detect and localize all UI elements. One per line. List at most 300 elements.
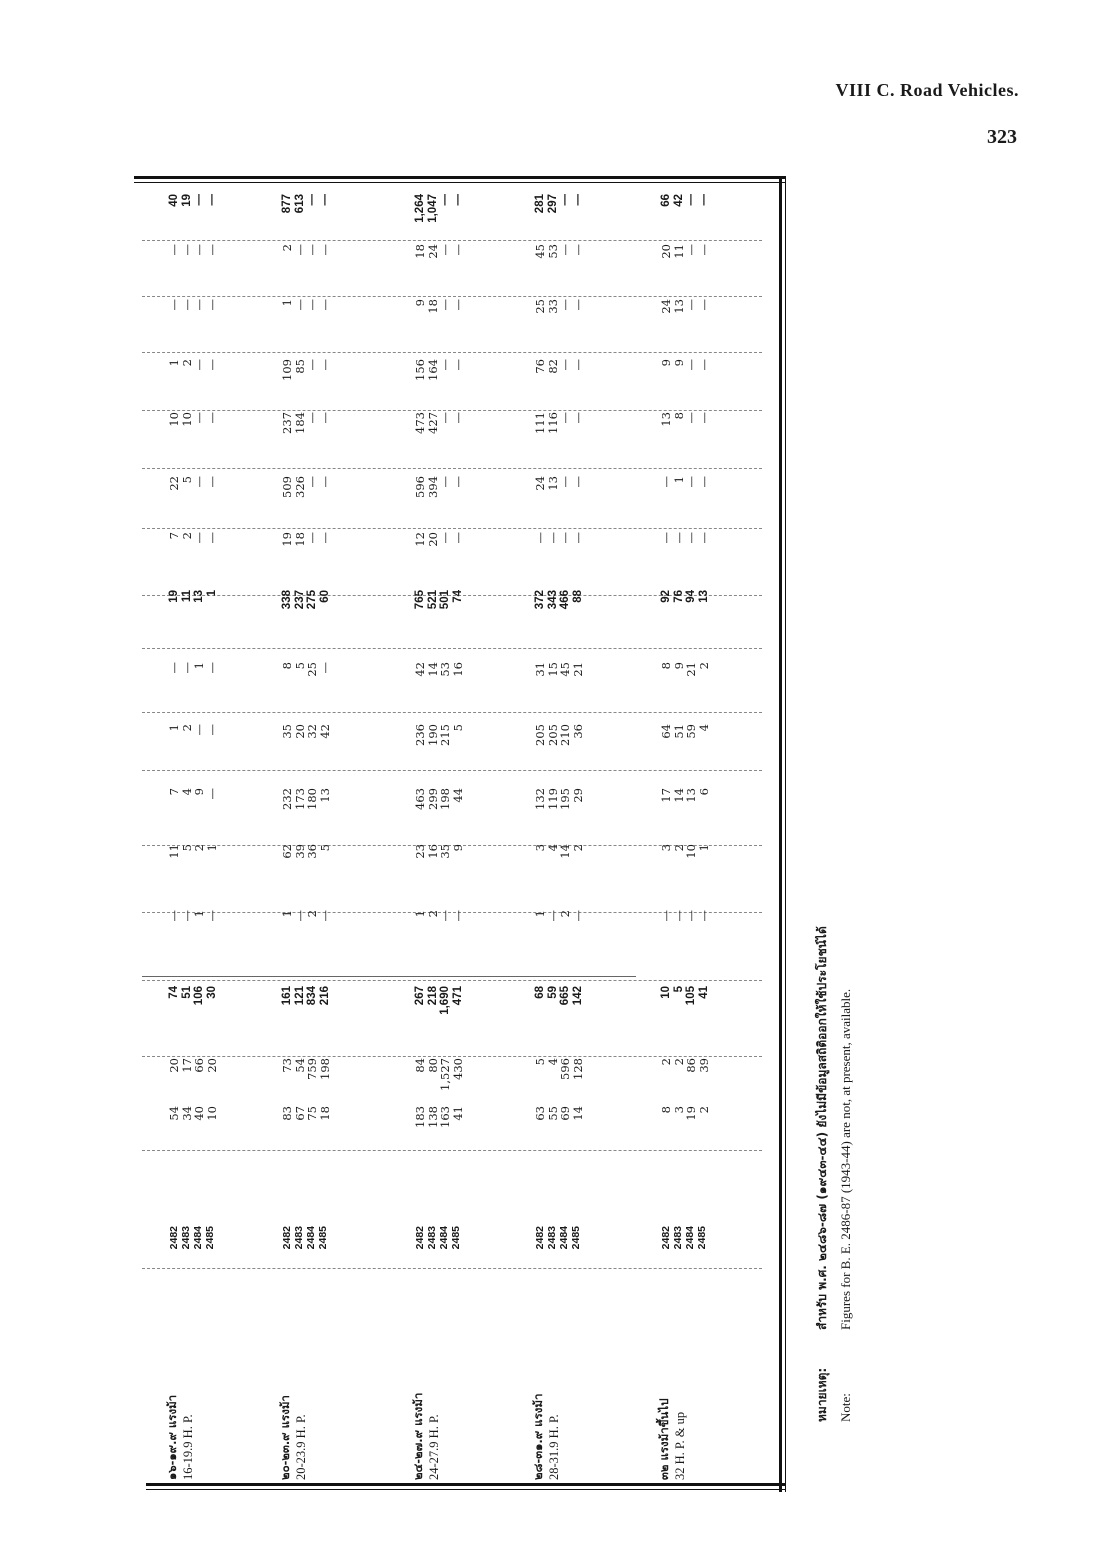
- cell-value: —: [684, 244, 698, 256]
- cell-value: 5: [179, 476, 194, 484]
- row-label-thai: ๓๒ แรงม้าขึ้นไป: [657, 1398, 671, 1480]
- cell-value: 6: [696, 788, 711, 796]
- cell-value: 15: [545, 662, 560, 677]
- cell-value: 13: [545, 476, 560, 491]
- cell-value: 116: [545, 412, 560, 434]
- cell-value: 184: [292, 412, 307, 434]
- table-cell: [534, 844, 584, 880]
- cell-value: 10: [204, 1106, 219, 1121]
- table-cell: [281, 194, 331, 230]
- year-value: 2484: [558, 1226, 570, 1250]
- cell-value: 17: [179, 1058, 194, 1073]
- cell-value: 3: [671, 1106, 686, 1114]
- page-number: 323: [987, 126, 1017, 148]
- cell-value: —: [317, 910, 332, 922]
- cell-value: 13: [193, 590, 205, 603]
- table-cell: [534, 476, 584, 512]
- cell-value: —: [545, 532, 560, 544]
- cell-value: 19: [684, 1106, 698, 1121]
- cell-value: 501: [439, 590, 451, 610]
- cell-value: 164: [425, 359, 440, 381]
- cell-value: 14: [558, 844, 572, 859]
- table-cell: [168, 910, 218, 946]
- cell-value: —: [192, 244, 206, 256]
- cell-value: 299: [425, 788, 440, 810]
- cell-value: 343: [546, 590, 559, 610]
- cell-value: 17: [659, 788, 673, 803]
- cell-value: 88: [571, 590, 584, 603]
- cell-value: —: [684, 910, 698, 922]
- cell-value: 2: [671, 844, 686, 852]
- table-cell: [660, 788, 710, 824]
- cell-value: 20: [167, 1058, 181, 1073]
- cell-value: —: [317, 244, 332, 256]
- cell-value: —: [659, 910, 673, 922]
- cell-value: 30: [205, 986, 218, 999]
- cell-value: 216: [318, 986, 331, 1006]
- table-cell: [414, 910, 464, 946]
- table-cell: [660, 910, 710, 946]
- table-cell: [660, 194, 710, 230]
- cell-value: 759: [305, 1058, 319, 1080]
- cell-value: 138: [425, 1106, 440, 1128]
- cell-value: —: [671, 910, 686, 922]
- cell-value: 69: [558, 1106, 572, 1121]
- table-cell: [281, 590, 331, 626]
- cell-value: 42: [672, 194, 685, 207]
- column-separator: [142, 468, 762, 469]
- table-cell: [414, 844, 464, 880]
- cell-value: 596: [413, 476, 427, 498]
- cell-value: 13: [671, 299, 686, 314]
- cell-value: 40: [168, 194, 180, 207]
- cell-value: 1: [533, 910, 547, 918]
- cell-value: —: [558, 476, 572, 488]
- cell-value: 1: [204, 844, 219, 852]
- cell-value: 2: [696, 1106, 711, 1114]
- year-value: 2484: [192, 1226, 204, 1250]
- cell-value: 2: [305, 910, 319, 918]
- cell-value: 10: [684, 844, 698, 859]
- year-value: 2485: [450, 1226, 462, 1250]
- cell-value: 281: [534, 194, 546, 214]
- cell-value: 92: [660, 590, 672, 603]
- cell-value: 2: [179, 724, 194, 732]
- year-value: 2485: [204, 1226, 216, 1250]
- cell-value: 128: [570, 1058, 585, 1080]
- cell-value: —: [545, 910, 560, 922]
- row-label: [410, 1393, 442, 1480]
- row-label-thai: ๒๐-๒๓.๙ แรงม้า: [278, 1395, 292, 1480]
- table-cell: [660, 1058, 710, 1094]
- cell-value: —: [317, 299, 332, 311]
- table-bottom-rule-thin: [146, 1489, 786, 1490]
- cell-value: 297: [546, 194, 559, 214]
- year-value: 2482: [414, 1226, 426, 1250]
- cell-value: 53: [545, 244, 560, 259]
- row-label: [164, 1395, 196, 1480]
- cell-value: 21: [570, 662, 585, 677]
- cell-value: 1: [696, 844, 711, 852]
- table-cell: [281, 412, 331, 448]
- cell-value: —: [318, 194, 331, 206]
- cell-value: —: [438, 244, 452, 256]
- cell-value: 55: [545, 1106, 560, 1121]
- cell-value: 1: [205, 590, 218, 597]
- cell-value: —: [192, 476, 206, 488]
- cell-value: —: [305, 299, 319, 311]
- table-cell: [660, 476, 710, 512]
- cell-value: 83: [280, 1106, 294, 1121]
- cell-value: 32: [305, 724, 319, 739]
- year-value: 2483: [426, 1226, 438, 1250]
- cell-value: —: [204, 299, 219, 311]
- cell-value: 111: [533, 412, 547, 434]
- cell-value: 76: [672, 590, 685, 603]
- row-label: [530, 1394, 562, 1480]
- cell-value: 2: [696, 662, 711, 670]
- cell-value: —: [317, 412, 332, 424]
- table-cell: [660, 986, 710, 1022]
- cell-value: 68: [534, 986, 546, 999]
- section-header: VIII C. Road Vehicles.: [835, 80, 1019, 100]
- row-label-english: 24-27.9 H. P.: [427, 1414, 441, 1480]
- cell-value: 1,690: [439, 986, 451, 1015]
- table-cell: [281, 844, 331, 880]
- table-cell: [414, 662, 464, 698]
- cell-value: 66: [660, 194, 672, 207]
- table-cell: [168, 1106, 218, 1142]
- cell-value: 16: [450, 662, 465, 677]
- cell-value: 16: [425, 844, 440, 859]
- row-label-thai: ๒๔-๒๗.๙ แรงม้า: [411, 1392, 425, 1480]
- cell-value: 20: [425, 532, 440, 547]
- cell-value: 35: [438, 844, 452, 859]
- year-value: 2485: [696, 1226, 708, 1250]
- cell-value: —: [684, 476, 698, 488]
- cell-value: 8: [671, 412, 686, 420]
- cell-value: 10: [167, 412, 181, 427]
- cell-value: 215: [438, 724, 452, 746]
- row-label-thai: ๑๖-๑๙.๙ แรงม้า: [165, 1394, 179, 1480]
- cell-value: 18: [292, 532, 307, 547]
- cell-value: 5: [179, 844, 194, 852]
- cell-value: —: [696, 476, 711, 488]
- cell-value: 195: [558, 788, 572, 810]
- cell-value: 2: [192, 844, 206, 852]
- cell-value: 25: [533, 299, 547, 314]
- column-separator: [142, 770, 762, 771]
- cell-value: —: [696, 910, 711, 922]
- table-top-rule-thin: [134, 182, 786, 183]
- cell-value: 473: [413, 412, 427, 434]
- year-value: 2483: [180, 1226, 192, 1250]
- cell-value: 35: [280, 724, 294, 739]
- cell-value: —: [696, 359, 711, 371]
- table-right-rule: [779, 176, 782, 1492]
- column-separator: [142, 410, 762, 411]
- cell-value: 7: [167, 788, 181, 796]
- cell-value: 338: [281, 590, 293, 610]
- cell-value: 45: [558, 662, 572, 677]
- cell-value: 161: [281, 986, 293, 1006]
- cell-value: 14: [671, 788, 686, 803]
- cell-value: —: [205, 194, 218, 206]
- cell-value: 73: [280, 1058, 294, 1073]
- cell-value: 119: [545, 788, 560, 810]
- cell-value: —: [558, 532, 572, 544]
- cell-value: 21: [684, 662, 698, 677]
- cell-value: 1,047: [426, 194, 439, 223]
- cell-value: —: [317, 662, 332, 674]
- table-cell: [414, 724, 464, 760]
- note-key-thai: หมายเหตุ:: [815, 1367, 829, 1422]
- cell-value: 4: [696, 724, 711, 732]
- cell-value: 5: [450, 724, 465, 732]
- cell-value: —: [570, 359, 585, 371]
- cell-value: 42: [317, 724, 332, 739]
- cell-value: —: [204, 476, 219, 488]
- cell-value: 232: [280, 788, 294, 810]
- year-value: 2483: [293, 1226, 305, 1250]
- cell-value: 9: [413, 299, 427, 307]
- cell-value: —: [167, 910, 181, 922]
- cell-value: 4: [545, 844, 560, 852]
- cell-value: —: [450, 359, 465, 371]
- cell-value: 40: [192, 1106, 206, 1121]
- cell-value: 36: [570, 724, 585, 739]
- cell-value: —: [204, 910, 219, 922]
- table-cell: [168, 532, 218, 568]
- cell-value: —: [570, 910, 585, 922]
- cell-value: 1,264: [414, 194, 426, 223]
- cell-value: —: [204, 532, 219, 544]
- cell-value: —: [659, 476, 673, 488]
- cell-value: —: [558, 412, 572, 424]
- cell-value: 42: [413, 662, 427, 677]
- cell-value: —: [450, 244, 465, 256]
- cell-value: 54: [292, 1058, 307, 1073]
- cell-value: 45: [533, 244, 547, 259]
- year-cell: [281, 1226, 329, 1262]
- cell-value: 2: [659, 1058, 673, 1066]
- cell-value: 8: [280, 662, 294, 670]
- table-cell: [281, 476, 331, 512]
- cell-value: 9: [450, 844, 465, 852]
- cell-value: —: [204, 244, 219, 256]
- year-value: 2482: [534, 1226, 546, 1250]
- cell-value: —: [305, 412, 319, 424]
- cell-value: 13: [684, 788, 698, 803]
- cell-value: —: [317, 532, 332, 544]
- cell-value: 41: [697, 986, 710, 999]
- cell-value: 18: [425, 299, 440, 314]
- cell-value: —: [684, 299, 698, 311]
- table-cell: [660, 299, 710, 335]
- cell-value: 427: [425, 412, 440, 434]
- year-cell: [168, 1226, 216, 1262]
- year-cell: [414, 1226, 462, 1262]
- cell-value: 1: [413, 910, 427, 918]
- cell-value: —: [438, 532, 452, 544]
- table-cell: [414, 1058, 464, 1094]
- cell-value: —: [192, 299, 206, 311]
- year-value: 2483: [672, 1226, 684, 1250]
- cell-value: 5: [672, 986, 685, 993]
- table-cell: [414, 359, 464, 395]
- cell-value: 463: [413, 788, 427, 810]
- cell-value: —: [317, 476, 332, 488]
- cell-value: —: [696, 532, 711, 544]
- cell-value: 1: [280, 299, 294, 307]
- cell-value: —: [571, 194, 584, 206]
- cell-value: —: [292, 910, 307, 922]
- table-right-rule-thin: [785, 176, 786, 1492]
- cell-value: —: [192, 412, 206, 424]
- table-cell: [414, 412, 464, 448]
- row-label: [656, 1399, 688, 1481]
- cell-value: 394: [425, 476, 440, 498]
- cell-value: 33: [545, 299, 560, 314]
- table-cell: [281, 788, 331, 824]
- note-text-english: Figures for B. E. 2486-87 (1943-44) are not, at present, available.: [838, 988, 853, 1330]
- table-cell: [281, 724, 331, 760]
- cell-value: 180: [305, 788, 319, 810]
- cell-value: 80: [425, 1058, 440, 1073]
- cell-value: 198: [317, 1058, 332, 1080]
- footnote: [812, 926, 856, 1422]
- cell-value: —: [570, 412, 585, 424]
- cell-value: 14: [425, 662, 440, 677]
- cell-value: 13: [659, 412, 673, 427]
- cell-value: —: [451, 194, 464, 206]
- cell-value: 190: [425, 724, 440, 746]
- cell-value: 84: [413, 1058, 427, 1073]
- cell-value: 5: [317, 844, 332, 852]
- cell-value: —: [292, 244, 307, 256]
- cell-value: 275: [306, 590, 318, 610]
- cell-value: 23: [413, 844, 427, 859]
- cell-value: 198: [438, 788, 452, 810]
- cell-value: 218: [426, 986, 439, 1006]
- cell-value: —: [438, 412, 452, 424]
- cell-value: 596: [558, 1058, 572, 1080]
- table-cell: [534, 788, 584, 824]
- cell-value: 34: [179, 1106, 194, 1121]
- column-separator: [142, 1056, 762, 1057]
- cell-value: —: [450, 412, 465, 424]
- year-value: 2485: [570, 1226, 582, 1250]
- cell-value: 8: [659, 1106, 673, 1114]
- cell-value: 54: [167, 1106, 181, 1121]
- cell-value: —: [450, 476, 465, 488]
- cell-value: 1: [192, 910, 206, 918]
- cell-value: 85: [292, 359, 307, 374]
- table-cell: [168, 662, 218, 698]
- cell-value: 236: [413, 724, 427, 746]
- cell-value: 53: [438, 662, 452, 677]
- cell-value: —: [696, 244, 711, 256]
- cell-value: 11: [671, 244, 686, 259]
- cell-value: —: [696, 299, 711, 311]
- cell-value: 121: [293, 986, 306, 1006]
- table-cell: [281, 662, 331, 698]
- cell-value: 20: [659, 244, 673, 259]
- cell-value: 59: [684, 724, 698, 739]
- cell-value: 3: [533, 844, 547, 852]
- table-cell: [414, 986, 464, 1022]
- cell-value: —: [204, 359, 219, 371]
- cell-value: —: [167, 244, 181, 256]
- table-cell: [660, 532, 710, 568]
- cell-value: 173: [292, 788, 307, 810]
- cell-value: 14: [570, 1106, 585, 1121]
- table-cell: [168, 359, 218, 395]
- cell-value: 163: [438, 1106, 452, 1128]
- cell-value: 18: [317, 1106, 332, 1121]
- table-cell: [281, 359, 331, 395]
- cell-value: 2: [671, 1058, 686, 1066]
- table-cell: [168, 194, 218, 230]
- cell-value: 834: [306, 986, 318, 1006]
- table-cell: [168, 244, 218, 280]
- table-cell: [414, 244, 464, 280]
- cell-value: —: [192, 724, 206, 736]
- column-separator: [142, 296, 762, 297]
- cell-value: 466: [559, 590, 571, 610]
- table-cell: [168, 986, 218, 1022]
- cell-value: —: [317, 359, 332, 371]
- row-label-english: 16-19.9 H. P.: [181, 1414, 195, 1480]
- cell-value: 94: [685, 590, 697, 603]
- table-cell: [660, 844, 710, 880]
- table-cell: [414, 1106, 464, 1142]
- cell-value: —: [438, 910, 452, 922]
- note-key-english: Note:: [838, 1393, 853, 1422]
- cell-value: —: [659, 532, 673, 544]
- column-separator: [142, 712, 762, 713]
- cell-value: 5: [533, 1058, 547, 1066]
- cell-value: 9: [671, 662, 686, 670]
- cell-value: 20: [292, 724, 307, 739]
- table-cell: [534, 724, 584, 760]
- table-cell: [414, 532, 464, 568]
- cell-value: —: [570, 476, 585, 488]
- table-cell: [534, 412, 584, 448]
- cell-value: —: [204, 662, 219, 674]
- cell-value: —: [559, 194, 571, 206]
- cell-value: 326: [292, 476, 307, 498]
- cell-value: —: [438, 476, 452, 488]
- row-label: [277, 1395, 309, 1480]
- cell-value: 82: [545, 359, 560, 374]
- row-label-english: 28-31.9 H. P.: [547, 1414, 561, 1480]
- year-cell: [660, 1226, 708, 1262]
- cell-value: —: [697, 194, 710, 206]
- cell-value: 9: [192, 788, 206, 796]
- cell-value: 18: [413, 244, 427, 259]
- table-cell: [281, 1058, 331, 1094]
- cell-value: 31: [533, 662, 547, 677]
- table-cell: [281, 910, 331, 946]
- cell-value: 19: [180, 194, 193, 207]
- cell-value: —: [192, 532, 206, 544]
- year-value: 2483: [546, 1226, 558, 1250]
- cell-value: 76: [533, 359, 547, 374]
- cell-value: —: [558, 359, 572, 371]
- cell-value: 765: [414, 590, 426, 610]
- table-cell: [534, 1058, 584, 1094]
